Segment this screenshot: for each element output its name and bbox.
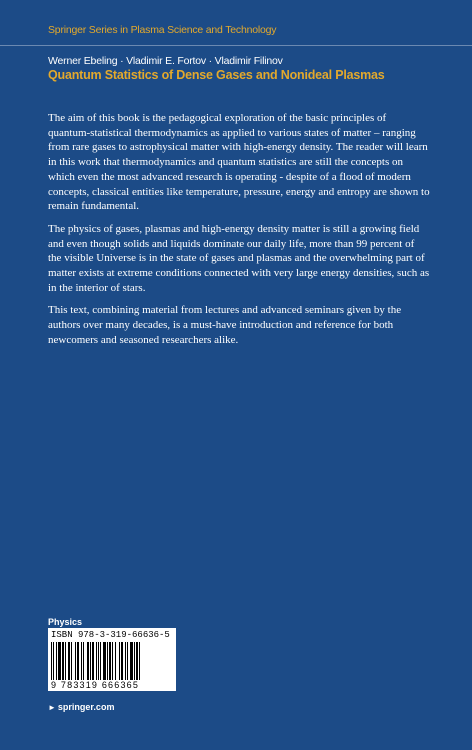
- divider: [0, 45, 472, 46]
- description-paragraph-2: The physics of gases, plasmas and high-energy density matter is still a growing field and even though solids and liquids dominate our daily life, more than 99 percent of the visible Universe is in the state of gases and plasmas and the overwhelming part of matter exists at extreme conditions connected with very large energy densities, such as in the interior of stars.: [48, 222, 430, 294]
- publisher-link-text: springer.com: [57, 702, 115, 712]
- publisher-link[interactable]: [48, 702, 114, 712]
- author-names: Werner Ebeling · Vladimir E. Fortov · Vladimir Filinov: [48, 55, 283, 67]
- barcode-bars: [51, 642, 173, 680]
- series-title: Springer Series in Plasma Science and Technology: [48, 24, 277, 36]
- description-paragraph-3: This text, combining material from lectures and advanced seminars given by the authors over many decades, is a must-have introduction and reference for both newcomers and seasoned researchers alike.: [48, 304, 402, 346]
- subject-label: Physics: [48, 617, 83, 627]
- book-title: Quantum Statistics of Dense Gases and Nonideal Plasmas: [48, 68, 385, 82]
- barcode-digits: 9 783319 666365: [51, 680, 140, 690]
- description: [48, 111, 430, 356]
- isbn-barcode: [48, 628, 176, 691]
- isbn-number: ISBN 978-3-319-66636-5: [51, 630, 170, 640]
- arrow-right-icon: ►: [48, 703, 56, 712]
- description-paragraph-1: The aim of this book is the pedagogical exploration of the basic principles of quantum-statistical thermodynamics as applied to various states of matter – ranging from rare gases to astrophysical matter with high-energy density. The reader will learn in this work that thermodynamics and quantum statistics are still the concepts on which even the most advanced research is operating - despite of a flood of modern concepts, classical entities like temperature, pressure, energy and entropy are shown to remain fundamental.: [48, 112, 430, 213]
